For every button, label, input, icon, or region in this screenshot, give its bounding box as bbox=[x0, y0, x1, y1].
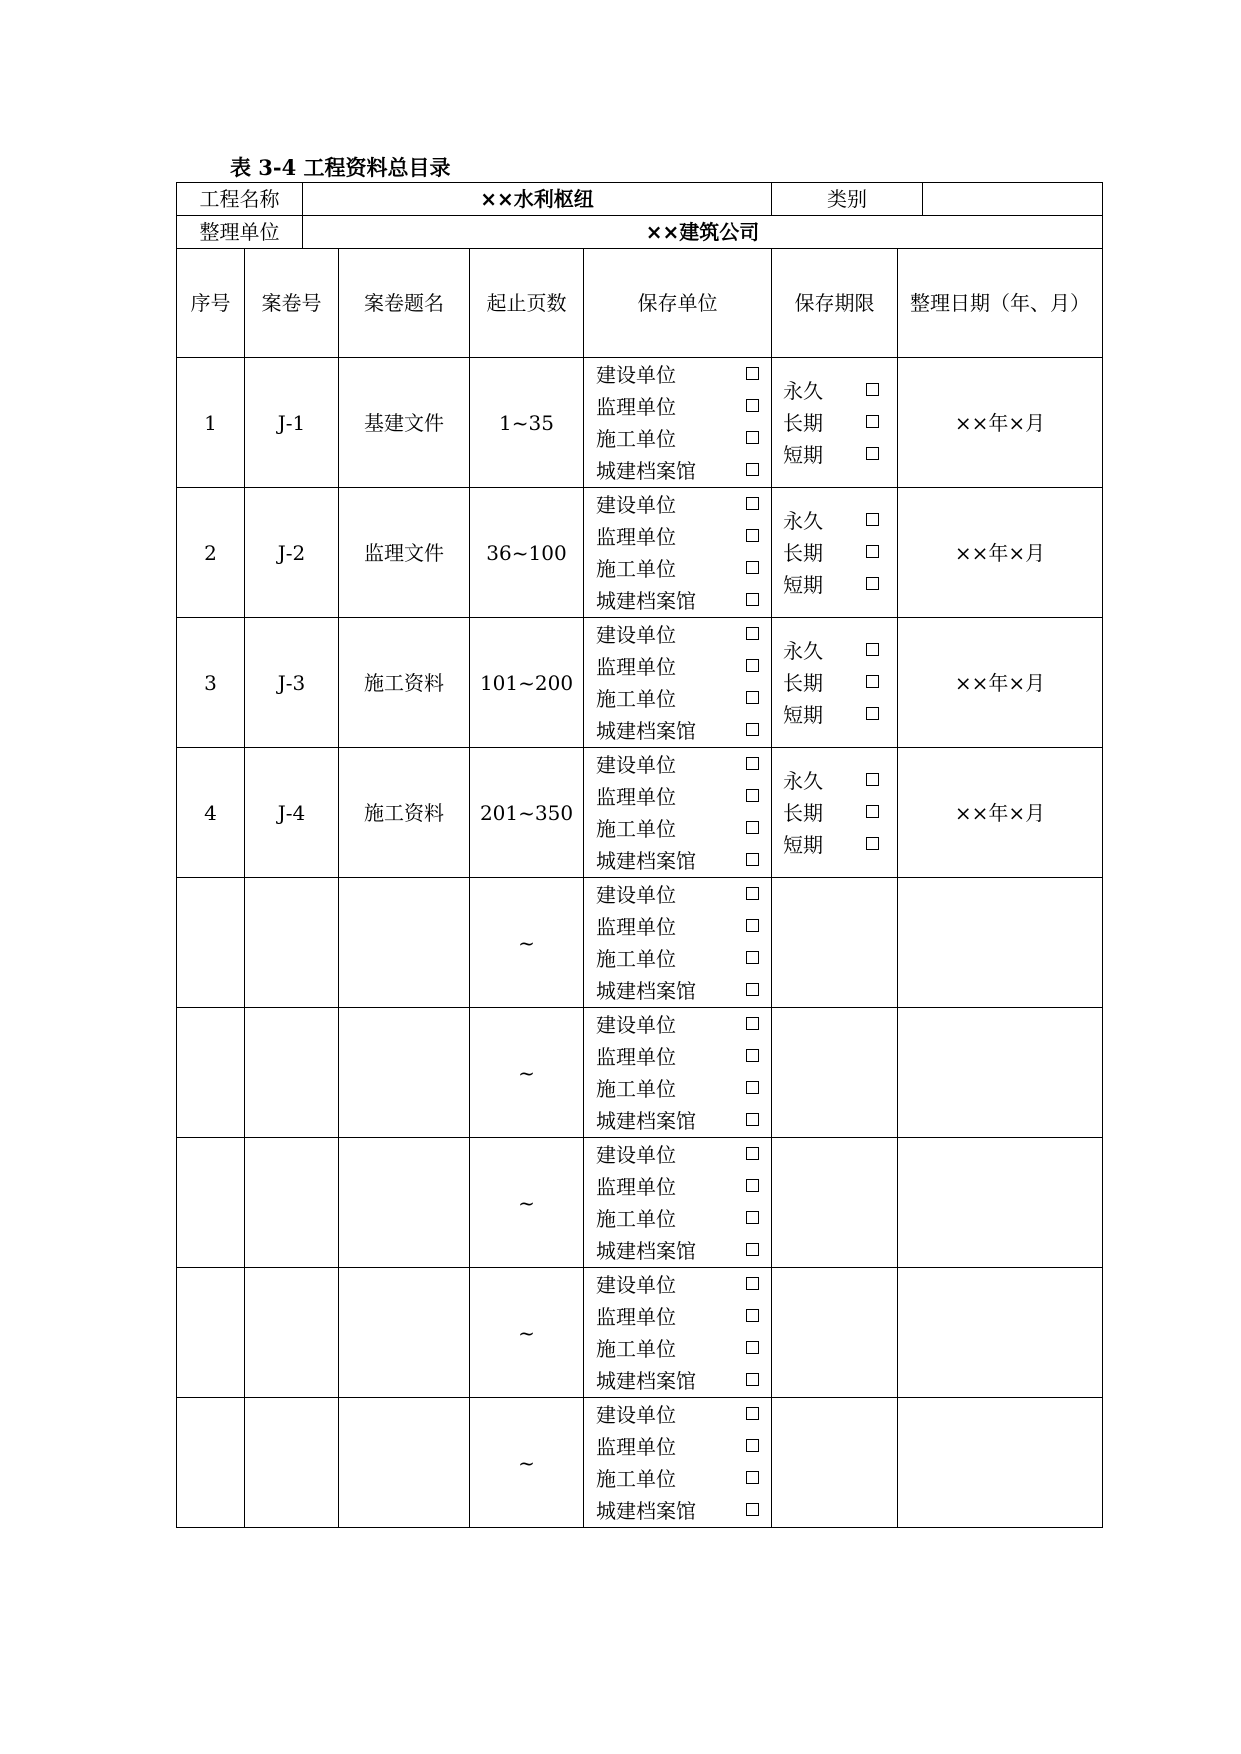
checkbox-icon[interactable] bbox=[866, 675, 879, 688]
checkbox-icon[interactable] bbox=[746, 789, 759, 802]
period-list bbox=[772, 379, 897, 467]
checkbox-icon[interactable] bbox=[746, 497, 759, 510]
checkbox-icon[interactable] bbox=[746, 1081, 759, 1094]
organizing-unit-value: ××建筑公司 bbox=[303, 216, 1103, 249]
storage-unit-option[interactable] bbox=[596, 589, 759, 613]
checkbox-icon[interactable] bbox=[746, 561, 759, 574]
storage-unit-label: 城建档案馆 bbox=[596, 978, 696, 1003]
checkbox-icon[interactable] bbox=[746, 1243, 759, 1256]
storage-unit-option[interactable] bbox=[596, 1109, 759, 1133]
storage-unit-label: 监理单位 bbox=[596, 394, 676, 419]
row-date bbox=[898, 878, 1103, 1008]
row-file-title: 监理文件 bbox=[339, 488, 470, 618]
period-option[interactable] bbox=[783, 671, 879, 695]
storage-unit-label: 城建档案馆 bbox=[596, 1498, 696, 1523]
storage-unit-list bbox=[584, 1403, 771, 1523]
storage-unit-option[interactable] bbox=[596, 753, 759, 777]
checkbox-icon[interactable] bbox=[866, 545, 879, 558]
storage-unit-option[interactable] bbox=[596, 525, 759, 549]
storage-unit-option[interactable] bbox=[596, 1175, 759, 1199]
storage-unit-label: 施工单位 bbox=[596, 1076, 676, 1101]
storage-unit-option[interactable] bbox=[596, 1273, 759, 1297]
organizing-unit-row bbox=[177, 216, 1103, 249]
storage-unit-label: 施工单位 bbox=[596, 1466, 676, 1491]
row-file-title bbox=[339, 1268, 470, 1398]
period-label: 永久 bbox=[783, 768, 824, 793]
storage-unit-label: 施工单位 bbox=[596, 946, 676, 971]
period-label: 长期 bbox=[783, 800, 824, 825]
row-seq bbox=[177, 1268, 245, 1398]
storage-unit-option[interactable] bbox=[596, 395, 759, 419]
table-row bbox=[177, 1268, 1103, 1398]
storage-unit-option[interactable] bbox=[596, 1499, 759, 1523]
row-pages: 36~100 bbox=[470, 488, 584, 618]
organizing-unit-label: 整理单位 bbox=[177, 216, 303, 249]
table-row bbox=[177, 488, 1103, 618]
storage-unit-list bbox=[584, 753, 771, 873]
row-storage-units bbox=[584, 878, 772, 1008]
storage-unit-label: 建设单位 bbox=[596, 362, 676, 387]
storage-unit-label: 建设单位 bbox=[596, 882, 676, 907]
row-period bbox=[772, 488, 898, 618]
header-pages: 起止页数 bbox=[470, 249, 584, 358]
row-period bbox=[772, 1268, 898, 1398]
storage-unit-option[interactable] bbox=[596, 785, 759, 809]
storage-unit-option[interactable] bbox=[596, 687, 759, 711]
period-label: 长期 bbox=[783, 410, 824, 435]
checkbox-icon[interactable] bbox=[746, 887, 759, 900]
table-row bbox=[177, 358, 1103, 488]
storage-unit-option[interactable] bbox=[596, 1013, 759, 1037]
storage-unit-option[interactable] bbox=[596, 1143, 759, 1167]
row-period bbox=[772, 1398, 898, 1528]
period-option[interactable] bbox=[783, 573, 879, 597]
checkbox-icon[interactable] bbox=[746, 983, 759, 996]
storage-unit-label: 施工单位 bbox=[596, 1206, 676, 1231]
period-label: 短期 bbox=[783, 572, 824, 597]
checkbox-icon[interactable] bbox=[746, 399, 759, 412]
period-option[interactable] bbox=[783, 379, 879, 403]
storage-unit-label: 建设单位 bbox=[596, 1012, 676, 1037]
row-date: ××年×月 bbox=[898, 618, 1103, 748]
checkbox-icon[interactable] bbox=[746, 1113, 759, 1126]
period-option[interactable] bbox=[783, 509, 879, 533]
checkbox-icon[interactable] bbox=[746, 529, 759, 542]
storage-unit-list bbox=[584, 1273, 771, 1393]
period-label: 永久 bbox=[783, 508, 824, 533]
storage-unit-label: 监理单位 bbox=[596, 914, 676, 939]
row-period bbox=[772, 748, 898, 878]
row-date: ××年×月 bbox=[898, 358, 1103, 488]
storage-unit-label: 监理单位 bbox=[596, 654, 676, 679]
column-header-row bbox=[177, 249, 1103, 358]
checkbox-icon[interactable] bbox=[746, 1309, 759, 1322]
checkbox-icon[interactable] bbox=[746, 1341, 759, 1354]
table-row bbox=[177, 1008, 1103, 1138]
row-pages: 101~200 bbox=[470, 618, 584, 748]
period-list bbox=[772, 639, 897, 727]
storage-unit-option[interactable] bbox=[596, 1207, 759, 1231]
checkbox-icon[interactable] bbox=[746, 821, 759, 834]
row-seq bbox=[177, 878, 245, 1008]
row-period bbox=[772, 878, 898, 1008]
period-label: 短期 bbox=[783, 832, 824, 857]
row-storage-units bbox=[584, 1398, 772, 1528]
header-date: 整理日期（年、月） bbox=[898, 249, 1103, 358]
table-title: 表 3-4 工程资料总目录 bbox=[230, 155, 451, 180]
checkbox-icon[interactable] bbox=[746, 1503, 759, 1516]
checkbox-icon[interactable] bbox=[746, 659, 759, 672]
row-date bbox=[898, 1268, 1103, 1398]
row-seq: 4 bbox=[177, 748, 245, 878]
row-seq bbox=[177, 1138, 245, 1268]
period-label: 永久 bbox=[783, 378, 824, 403]
storage-unit-option[interactable] bbox=[596, 817, 759, 841]
checkbox-icon[interactable] bbox=[746, 853, 759, 866]
row-date: ××年×月 bbox=[898, 748, 1103, 878]
row-pages: ~ bbox=[470, 878, 584, 1008]
storage-unit-list bbox=[584, 493, 771, 613]
row-pages: 201~350 bbox=[470, 748, 584, 878]
storage-unit-label: 监理单位 bbox=[596, 1434, 676, 1459]
storage-unit-option[interactable] bbox=[596, 557, 759, 581]
row-storage-units bbox=[584, 1268, 772, 1398]
header-seq: 序号 bbox=[177, 249, 245, 358]
checkbox-icon[interactable] bbox=[746, 1439, 759, 1452]
checkbox-icon[interactable] bbox=[746, 919, 759, 932]
table-row bbox=[177, 1138, 1103, 1268]
storage-unit-option[interactable] bbox=[596, 1239, 759, 1263]
storage-unit-option[interactable] bbox=[596, 1337, 759, 1361]
storage-unit-option[interactable] bbox=[596, 979, 759, 1003]
row-pages: ~ bbox=[470, 1008, 584, 1138]
period-option[interactable] bbox=[783, 769, 879, 793]
period-option[interactable] bbox=[783, 833, 879, 857]
category-label: 类别 bbox=[772, 183, 923, 216]
checkbox-icon[interactable] bbox=[746, 431, 759, 444]
row-period bbox=[772, 1138, 898, 1268]
checkbox-icon[interactable] bbox=[866, 513, 879, 526]
table-row bbox=[177, 618, 1103, 748]
project-name-value: ××水利枢纽 bbox=[303, 183, 772, 216]
period-label: 长期 bbox=[783, 540, 824, 565]
checkbox-icon[interactable] bbox=[866, 447, 879, 460]
row-pages: ~ bbox=[470, 1398, 584, 1528]
storage-unit-label: 建设单位 bbox=[596, 622, 676, 647]
row-file-title bbox=[339, 1008, 470, 1138]
row-pages: ~ bbox=[470, 1268, 584, 1398]
row-date bbox=[898, 1008, 1103, 1138]
storage-unit-option[interactable] bbox=[596, 427, 759, 451]
row-storage-units bbox=[584, 748, 772, 878]
checkbox-icon[interactable] bbox=[746, 691, 759, 704]
storage-unit-label: 建设单位 bbox=[596, 752, 676, 777]
storage-unit-option[interactable] bbox=[596, 915, 759, 939]
storage-unit-option[interactable] bbox=[596, 719, 759, 743]
row-file-title: 基建文件 bbox=[339, 358, 470, 488]
storage-unit-list bbox=[584, 883, 771, 1003]
header-storage-unit: 保存单位 bbox=[584, 249, 772, 358]
period-label: 永久 bbox=[783, 638, 824, 663]
checkbox-icon[interactable] bbox=[866, 707, 879, 720]
header-file-no: 案卷号 bbox=[245, 249, 339, 358]
checkbox-icon[interactable] bbox=[746, 951, 759, 964]
checkbox-icon[interactable] bbox=[746, 1277, 759, 1290]
checkbox-icon[interactable] bbox=[746, 1179, 759, 1192]
storage-unit-label: 城建档案馆 bbox=[596, 718, 696, 743]
period-option[interactable] bbox=[783, 801, 879, 825]
storage-unit-label: 监理单位 bbox=[596, 1304, 676, 1329]
storage-unit-list bbox=[584, 363, 771, 483]
row-period bbox=[772, 1008, 898, 1138]
storage-unit-option[interactable] bbox=[596, 1403, 759, 1427]
period-label: 短期 bbox=[783, 702, 824, 727]
checkbox-icon[interactable] bbox=[746, 723, 759, 736]
storage-unit-label: 建设单位 bbox=[596, 1142, 676, 1167]
storage-unit-list bbox=[584, 1013, 771, 1133]
storage-unit-option[interactable] bbox=[596, 363, 759, 387]
project-name-row bbox=[177, 183, 1103, 216]
row-seq bbox=[177, 1008, 245, 1138]
row-file-no: J-3 bbox=[245, 618, 339, 748]
storage-unit-label: 监理单位 bbox=[596, 524, 676, 549]
storage-unit-label: 城建档案馆 bbox=[596, 588, 696, 613]
storage-unit-label: 建设单位 bbox=[596, 492, 676, 517]
storage-unit-label: 监理单位 bbox=[596, 1044, 676, 1069]
row-seq: 3 bbox=[177, 618, 245, 748]
period-option[interactable] bbox=[783, 411, 879, 435]
row-date: ××年×月 bbox=[898, 488, 1103, 618]
row-file-no bbox=[245, 1138, 339, 1268]
storage-unit-option[interactable] bbox=[596, 883, 759, 907]
row-file-title: 施工资料 bbox=[339, 748, 470, 878]
checkbox-icon[interactable] bbox=[866, 643, 879, 656]
row-storage-units bbox=[584, 618, 772, 748]
checkbox-icon[interactable] bbox=[866, 805, 879, 818]
storage-unit-label: 城建档案馆 bbox=[596, 458, 696, 483]
header-file-title: 案卷题名 bbox=[339, 249, 470, 358]
row-file-no bbox=[245, 878, 339, 1008]
category-value bbox=[923, 183, 1103, 216]
checkbox-icon[interactable] bbox=[746, 593, 759, 606]
checkbox-icon[interactable] bbox=[866, 415, 879, 428]
row-pages: 1~35 bbox=[470, 358, 584, 488]
storage-unit-option[interactable] bbox=[596, 1467, 759, 1491]
row-file-no bbox=[245, 1398, 339, 1528]
header-period: 保存期限 bbox=[772, 249, 898, 358]
checkbox-icon[interactable] bbox=[866, 383, 879, 396]
storage-unit-label: 施工单位 bbox=[596, 686, 676, 711]
table-row bbox=[177, 1398, 1103, 1528]
checkbox-icon[interactable] bbox=[866, 577, 879, 590]
storage-unit-option[interactable] bbox=[596, 623, 759, 647]
period-option[interactable] bbox=[783, 639, 879, 663]
checkbox-icon[interactable] bbox=[746, 1373, 759, 1386]
storage-unit-option[interactable] bbox=[596, 459, 759, 483]
storage-unit-label: 施工单位 bbox=[596, 816, 676, 841]
row-date bbox=[898, 1138, 1103, 1268]
storage-unit-label: 监理单位 bbox=[596, 1174, 676, 1199]
storage-unit-option[interactable] bbox=[596, 1369, 759, 1393]
row-file-title bbox=[339, 1138, 470, 1268]
row-seq: 2 bbox=[177, 488, 245, 618]
storage-unit-option[interactable] bbox=[596, 1305, 759, 1329]
row-period bbox=[772, 358, 898, 488]
storage-unit-label: 施工单位 bbox=[596, 426, 676, 451]
storage-unit-label: 建设单位 bbox=[596, 1402, 676, 1427]
period-list bbox=[772, 509, 897, 597]
row-storage-units bbox=[584, 488, 772, 618]
row-file-no bbox=[245, 1268, 339, 1398]
table-row bbox=[177, 878, 1103, 1008]
storage-unit-label: 城建档案馆 bbox=[596, 1368, 696, 1393]
checkbox-icon[interactable] bbox=[746, 757, 759, 770]
checkbox-icon[interactable] bbox=[746, 1049, 759, 1062]
row-storage-units bbox=[584, 1138, 772, 1268]
period-option[interactable] bbox=[783, 443, 879, 467]
row-file-no bbox=[245, 1008, 339, 1138]
checkbox-icon[interactable] bbox=[866, 837, 879, 850]
checkbox-icon[interactable] bbox=[746, 1017, 759, 1030]
period-option[interactable] bbox=[783, 703, 879, 727]
row-file-no: J-4 bbox=[245, 748, 339, 878]
period-option[interactable] bbox=[783, 541, 879, 565]
storage-unit-option[interactable] bbox=[596, 849, 759, 873]
checkbox-icon[interactable] bbox=[746, 1147, 759, 1160]
row-file-title: 施工资料 bbox=[339, 618, 470, 748]
row-file-no: J-2 bbox=[245, 488, 339, 618]
storage-unit-label: 城建档案馆 bbox=[596, 1238, 696, 1263]
checkbox-icon[interactable] bbox=[866, 773, 879, 786]
table-row bbox=[177, 748, 1103, 878]
row-seq: 1 bbox=[177, 358, 245, 488]
checkbox-icon[interactable] bbox=[746, 1211, 759, 1224]
storage-unit-option[interactable] bbox=[596, 655, 759, 679]
storage-unit-label: 监理单位 bbox=[596, 784, 676, 809]
period-label: 长期 bbox=[783, 670, 824, 695]
storage-unit-label: 施工单位 bbox=[596, 1336, 676, 1361]
period-label: 短期 bbox=[783, 442, 824, 467]
checkbox-icon[interactable] bbox=[746, 463, 759, 476]
storage-unit-label: 施工单位 bbox=[596, 556, 676, 581]
storage-unit-option[interactable] bbox=[596, 493, 759, 517]
row-file-no: J-1 bbox=[245, 358, 339, 488]
row-date bbox=[898, 1398, 1103, 1528]
checkbox-icon[interactable] bbox=[746, 627, 759, 640]
storage-unit-list bbox=[584, 1143, 771, 1263]
storage-unit-option[interactable] bbox=[596, 1077, 759, 1101]
project-name-label: 工程名称 bbox=[177, 183, 303, 216]
row-pages: ~ bbox=[470, 1138, 584, 1268]
row-period bbox=[772, 618, 898, 748]
storage-unit-option[interactable] bbox=[596, 947, 759, 971]
storage-unit-list bbox=[584, 623, 771, 743]
checkbox-icon[interactable] bbox=[746, 1471, 759, 1484]
period-list bbox=[772, 769, 897, 857]
checkbox-icon[interactable] bbox=[746, 1407, 759, 1420]
storage-unit-option[interactable] bbox=[596, 1045, 759, 1069]
storage-unit-option[interactable] bbox=[596, 1435, 759, 1459]
row-storage-units bbox=[584, 1008, 772, 1138]
row-storage-units bbox=[584, 358, 772, 488]
row-file-title bbox=[339, 878, 470, 1008]
storage-unit-label: 城建档案馆 bbox=[596, 848, 696, 873]
checkbox-icon[interactable] bbox=[746, 367, 759, 380]
catalog-table bbox=[176, 182, 1103, 1528]
storage-unit-label: 建设单位 bbox=[596, 1272, 676, 1297]
row-file-title bbox=[339, 1398, 470, 1528]
row-seq bbox=[177, 1398, 245, 1528]
storage-unit-label: 城建档案馆 bbox=[596, 1108, 696, 1133]
